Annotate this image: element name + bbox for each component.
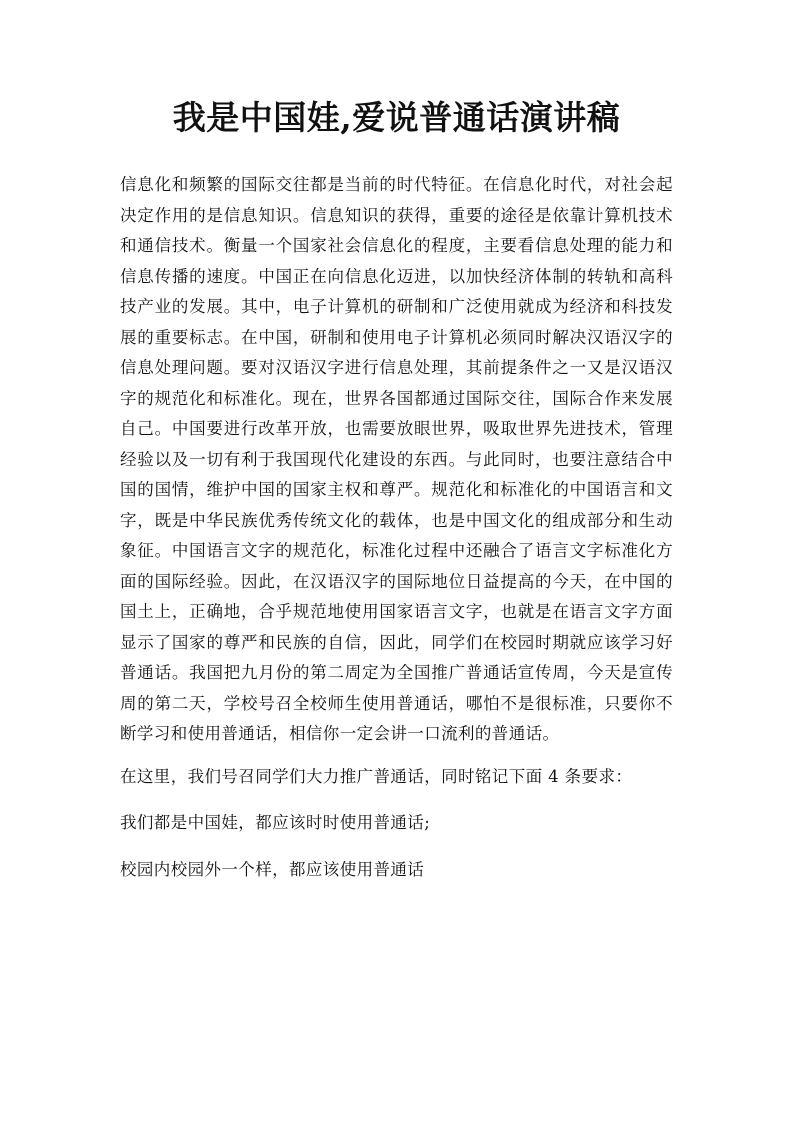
paragraph-requirement-2: 校园内校园外一个样，都应该使用普通话 [120,859,425,879]
document-title: 我是中国娃,爱说普通话演讲稿 [172,98,621,137]
paragraph-call: 在这里，我们号召同学们大力推广普通话，同时铭记下面 4 条要求： [120,766,633,786]
document-body [120,170,673,885]
paragraph-main: 信息化和频繁的国际交往都是当前的时代特征。在信息化时代，对社会起决定作用的是信息知识。信息知识的获得，重要的途径是依靠计算机技术和通信技术。衡量一个国家社会信息化的程度，主要看信息处理的能力和信息传播的速度。中国正在向信息化迈进，以加快经济体制的转轨和高科技产业的发展。其中，电子计算机的研制和广泛使用就成为经济和科技发展的重要标志。在中国，研制和使用电子计算机必须同时解决汉语汉字的信息处理问题。要对汉语汉字进行信息处理，其前提条件之一又是汉语汉字的规范化和标准化。现在，世界各国都通过国际交往，国际合作来发展自己。中国要进行改革开放，也需要放眼世界，吸取世界先进技术，管理经验以及一切有利于我国现代化建设的东西。与此同时，也要注意结合中国的国情，维护中国的国家主权和尊严。规范化和标准化的中国语言和文字，既是中华民族优秀传统文化的载体，也是中国文化的组成部分和生动象征。中国语言文字的规范化，标准化过程中还融合了语言文字标准化方面的国际经验。因此，在汉语汉字的国际地位日益提高的今天，在中国的国土上，正确地，合乎规范地使用国家语言文字，也就是在语言文字方面显示了国家的尊严和民族的自信，因此，同学们在校园时期就应该学习好普通话。我国把九月份的第二周定为全国推广普通话宣传周，今天是宣传周的第二天，学校号召全校师生使用普通话，哪怕不是很标准，只要你不断学习和使用普通话，相信你一定会讲一口流利的普通话。 [120,175,673,743]
paragraph-requirement-1: 我们都是中国娃，都应该时时使用普通话; [120,813,431,832]
